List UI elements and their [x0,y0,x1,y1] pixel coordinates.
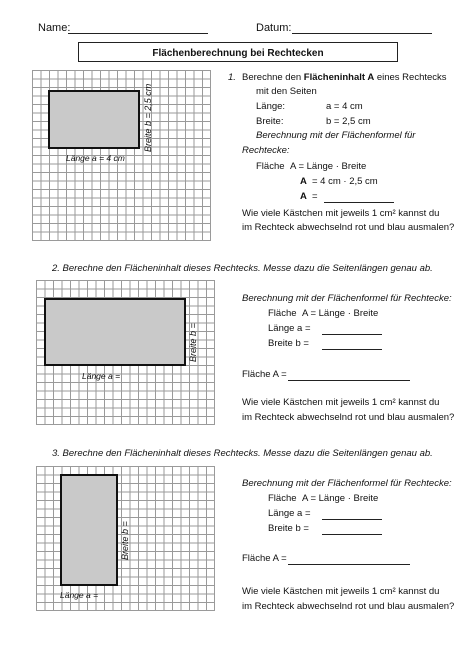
breite-field-task3[interactable] [322,534,382,535]
task1-line2: mit den Seiten [256,86,317,97]
flaeche-label-task1: Fläche [256,161,285,172]
side-a-label-task3: Länge a = [60,590,99,600]
laenge-label-task3: Länge a = [268,508,311,519]
formula-intro-task3: Berechnung mit der Flächenformel für Rechtecke: [242,478,452,489]
rectangle-task1 [48,90,140,149]
rectangle-task2 [44,298,186,366]
flaeche-field-task3[interactable] [288,564,410,565]
result-field-task1[interactable] [324,202,394,203]
breite-value-task1: b = 2,5 cm [326,116,371,127]
formula-task2: A = Länge · Breite [302,308,379,319]
flaeche-result-task3: Fläche A = [242,553,287,564]
question-task3-b: im Rechteck abwechselnd rot und blau ausmalen? [242,601,455,612]
name-field[interactable] [68,33,208,34]
laenge-field-task3[interactable] [322,519,382,520]
side-b-label-task3: Breite b = [120,521,130,560]
task1-line1: Berechne den Flächeninhalt A eines Rechtecks [242,72,447,83]
task2-heading: 2. Berechne den Flächeninhalt dieses Rechtecks. Messe dazu die Seitenlängen genau ab. [52,263,433,274]
result-a-task1: A [300,191,307,202]
question-task2-a: Wie viele Kästchen mit jeweils 1 cm² kannst du [242,397,440,408]
result-eq-task1: = [312,191,318,202]
calc-a-task1: A [300,176,307,187]
date-label: Datum: [256,22,292,34]
question-task3-a: Wie viele Kästchen mit jeweils 1 cm² kannst du [242,586,440,597]
laenge-value-task1: a = 4 cm [326,101,363,112]
breite-label-task1: Breite: [256,116,284,127]
breite-label-task2: Breite b = [268,338,309,349]
task3-heading: 3. Berechne den Flächeninhalt dieses Rechtecks. Messe dazu die Seitenlängen genau ab. [52,448,433,459]
flaeche-field-task2[interactable] [288,380,410,381]
formula-intro-task1-a: Berechnung mit der Flächenformel für [256,130,416,141]
side-b-label-task1: Breite b = 2,5 cm [143,83,153,152]
side-a-label-task1: Länge a = 4 cm [66,153,125,163]
question-task2-b: im Rechteck abwechselnd rot und blau ausmalen? [242,412,455,423]
formula-task3: A = Länge · Breite [302,493,379,504]
calc-rhs-task1: = 4 cm · 2,5 cm [312,176,378,187]
flaeche-label-task3: Fläche [268,493,297,504]
flaeche-label-task2: Fläche [268,308,297,319]
flaeche-result-task2: Fläche A = [242,369,287,380]
name-label: Name: [38,22,71,34]
breite-label-task3: Breite b = [268,523,309,534]
formula-intro-task1-b: Rechtecke: [242,145,290,156]
question-task1-a: Wie viele Kästchen mit jeweils 1 cm² kannst du [242,208,440,219]
laenge-label-task2: Länge a = [268,323,311,334]
breite-field-task2[interactable] [322,349,382,350]
laenge-field-task2[interactable] [322,334,382,335]
task1-number: 1. [228,72,236,83]
side-a-label-task2: Länge a = [82,371,121,381]
rectangle-task3 [60,474,118,586]
formula-task1: A = Länge · Breite [290,161,367,172]
side-b-label-task2: Breite b = [188,323,198,362]
title-box [78,42,398,62]
formula-intro-task2: Berechnung mit der Flächenformel für Rechtecke: [242,293,452,304]
date-field[interactable] [292,33,432,34]
page-title: Flächenberechnung bei Rechtecken [152,48,324,59]
question-task1-b: im Rechteck abwechselnd rot und blau ausmalen? [242,222,455,233]
laenge-label-task1: Länge: [256,101,286,112]
